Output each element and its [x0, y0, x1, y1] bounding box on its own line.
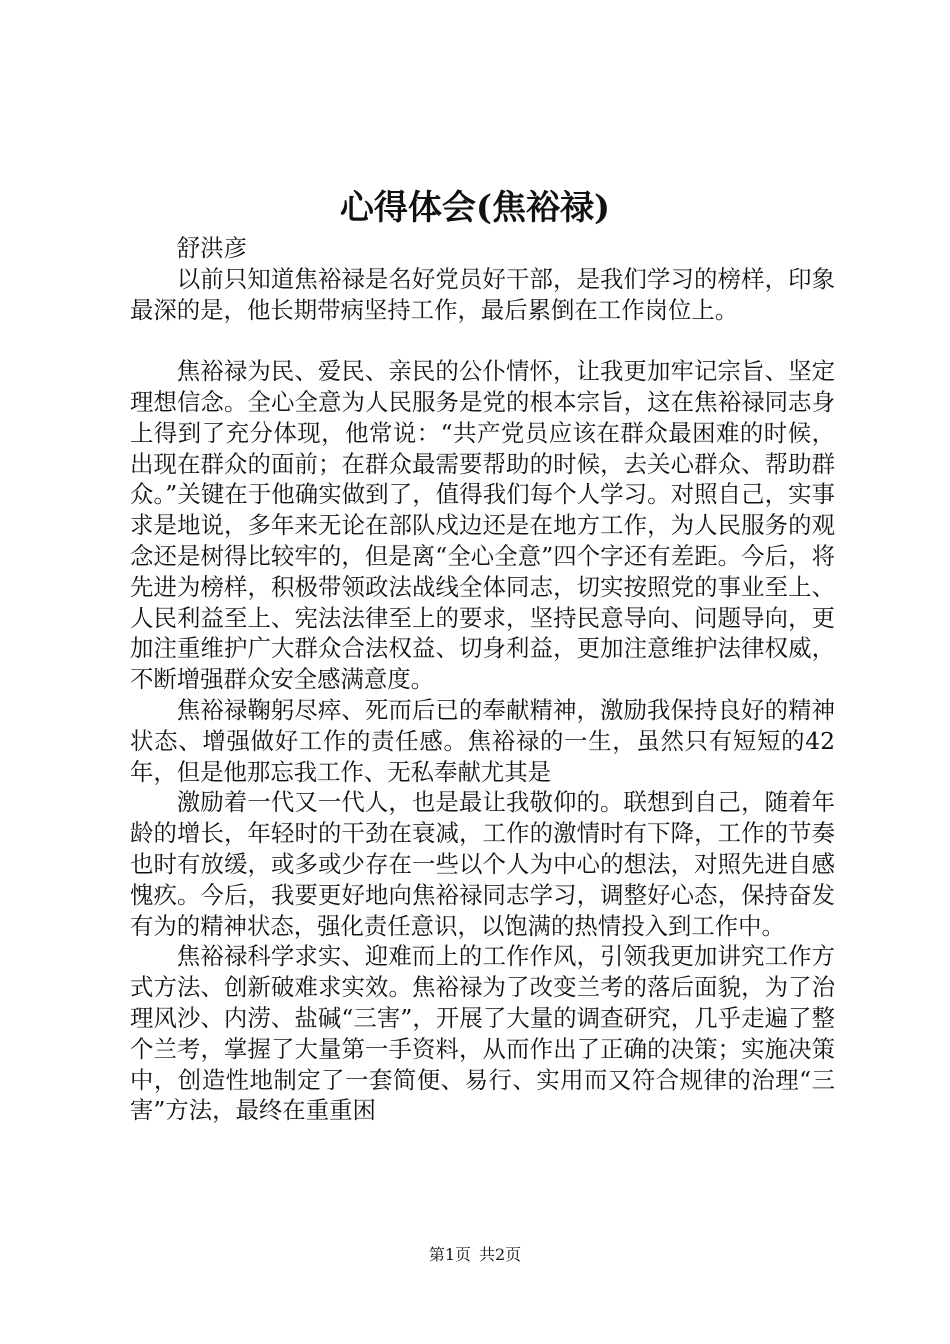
page-total: 共2页 [479, 1245, 522, 1264]
page-number: 第1页 [428, 1245, 471, 1264]
paragraph-dedication: 焦裕禄鞠躬尽瘁、死而后已的奉献精神，激励我保持良好的精神状态、增强做好工作的责任感。焦裕禄的一生，虽然只有短短的42年，但是他那忘我工作、无私奉献尤其是 [130, 695, 835, 786]
document-body [130, 233, 835, 1126]
paragraph-inspiration: 激励着一代又一代人，也是最让我敬仰的。联想到自己，随着年龄的增长，年轻时的干劲在衰减，工作的激情时有下降，工作的节奏也时有放缓，或多或少存在一些以个人为中心的想法，对照先进自感愧疚。今后，我要更好地向焦裕禄同志学习，调整好心态，保持奋发有为的精神状态，强化责任意识，以饱满的热情投入到工作中。 [130, 788, 835, 940]
paragraph-work-style: 焦裕禄科学求实、迎难而上的工作作风，引领我更加讲究工作方式方法、创新破难求实效。焦裕禄为了改变兰考的落后面貌，为了治理风沙、内涝、盐碱“三害”，开展了大量的调查研究，几乎走遍了整个兰考，掌握了大量第一手资料，从而作出了正确的决策；实施决策中，创造性地制定了一套简便、易行、实用而又符合规律的治理“三害”方法，最终在重重困 [130, 942, 835, 1125]
author-line: 舒洪彦 [176, 234, 247, 262]
document-title: 心得体会(焦裕禄) [339, 188, 611, 228]
paragraph-servant-spirit: 焦裕禄为民、爱民、亲民的公仆情怀，让我更加牢记宗旨、坚定理想信念。全心全意为人民服务是党的根本宗旨，这在焦裕禄同志身上得到了充分体现，他常说：“共产党员应该在群众最困难的时候，出现在群众的面前；在群众最需要帮助的时候，去关心群众、帮助群众。”关键在于他确实做到了，值得我们每个人学习。对照自己，实事求是地说，多年来无论在部队戍边还是在地方工作，为人民服务的观念还是树得比较牢的，但是离“全心全意”四个字还有差距。今后，将先进为榜样，积极带领政法战线全体同志，切实按照党的事业至上、人民利益至上、宪法法律至上的要求，坚持民意导向、问题导向，更加注重维护广大群众合法权益、切身利益，更加注意维护法律权威，不断增强群众安全感满意度。 [130, 357, 835, 694]
paragraph-intro: 以前只知道焦裕禄是名好党员好干部，是我们学习的榜样，印象最深的是，他长期带病坚持工作，最后累倒在工作岗位上。 [130, 264, 835, 324]
page-footer [0, 1243, 950, 1267]
